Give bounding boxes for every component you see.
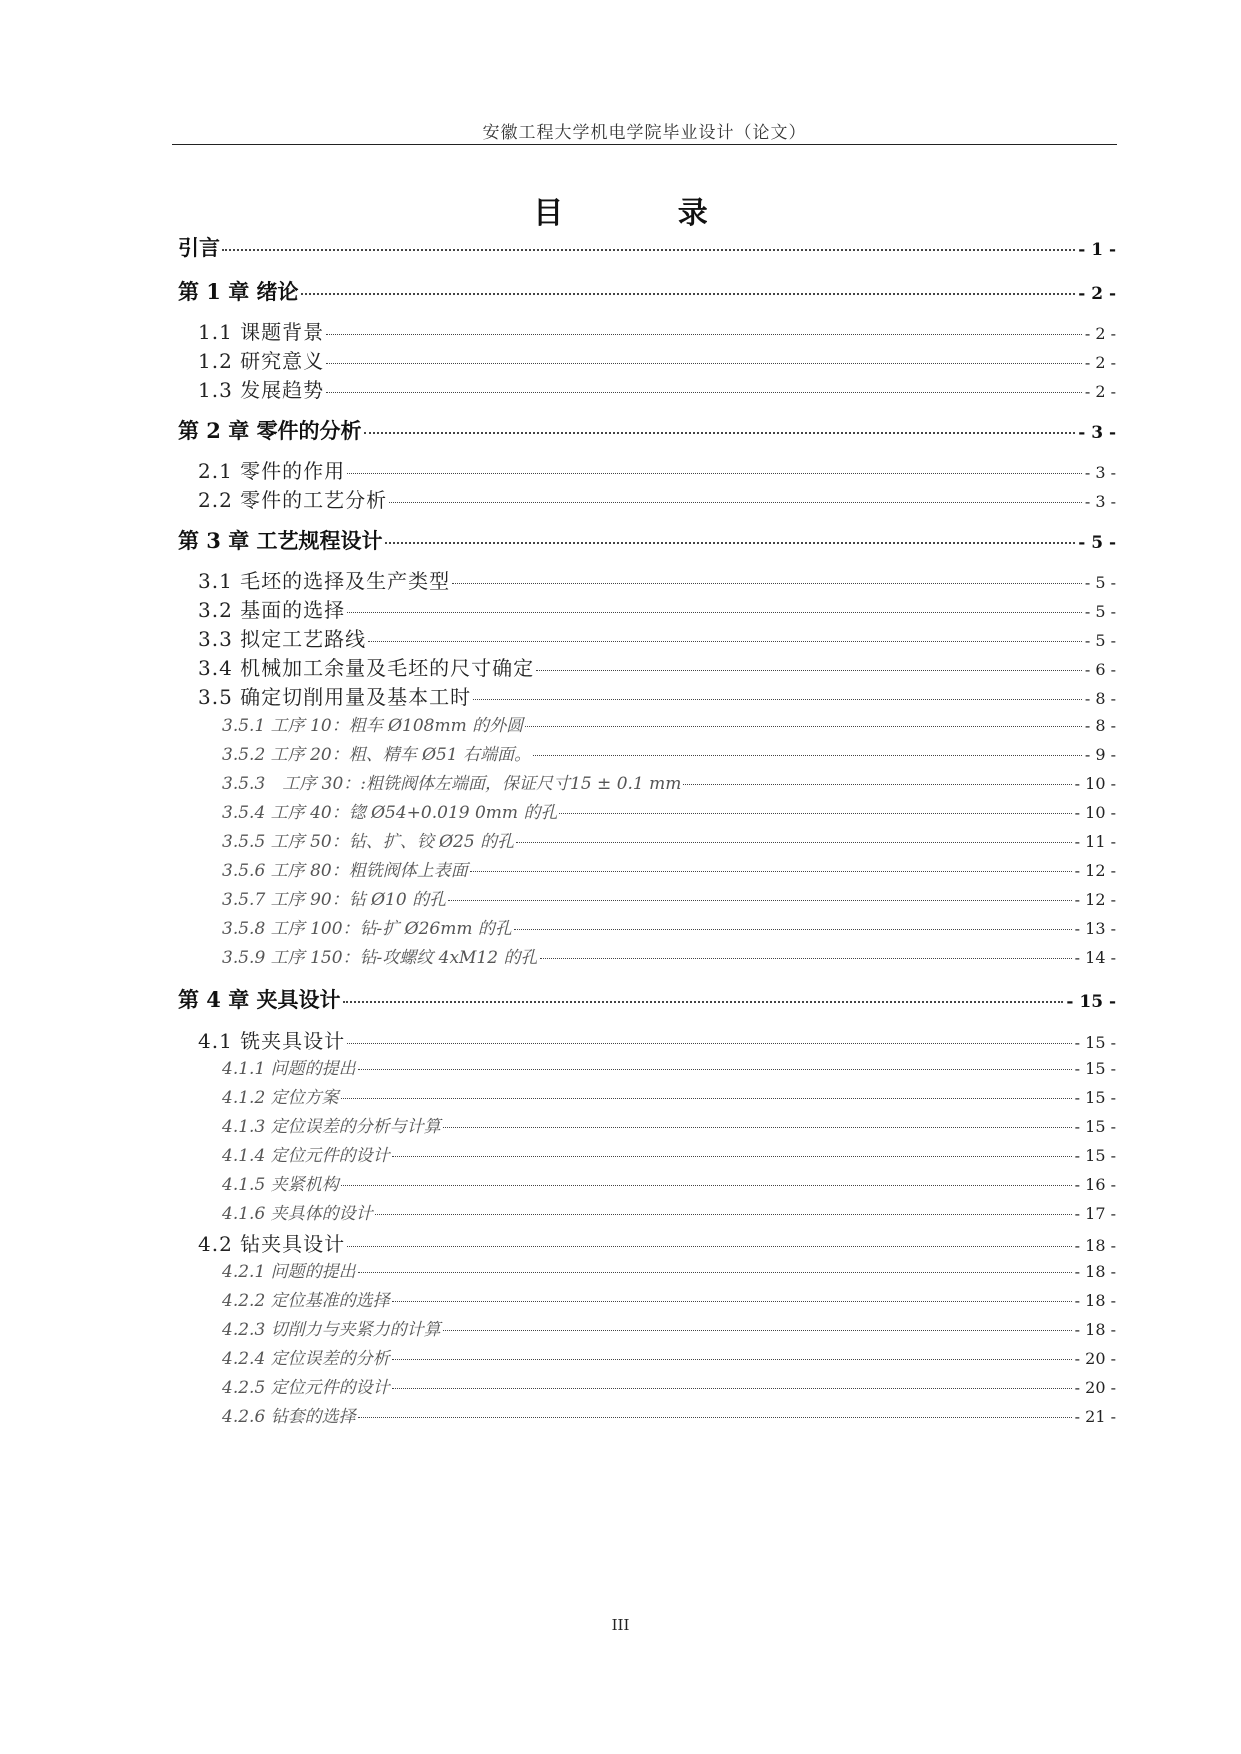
toc-entry-title: 4.2.3 切削力与夹紧力的计算 bbox=[222, 1320, 441, 1340]
toc-entry-title: 4.2.1 问题的提出 bbox=[222, 1262, 356, 1282]
dot-leader bbox=[389, 502, 1082, 503]
dot-leader bbox=[347, 1043, 1071, 1044]
dot-leader bbox=[443, 1330, 1072, 1331]
toc-entry-title: 4.2.6 钻套的选择 bbox=[222, 1407, 356, 1427]
dot-leader bbox=[683, 784, 1071, 785]
toc-entry[interactable] bbox=[198, 652, 1116, 681]
dot-leader bbox=[392, 1388, 1072, 1389]
dot-leader bbox=[358, 1069, 1072, 1070]
toc-entry-page: - 3 - bbox=[1084, 463, 1116, 482]
toc-entry-page: - 2 - bbox=[1084, 353, 1116, 372]
toc-entry[interactable] bbox=[198, 623, 1116, 652]
toc-entry-page: - 10 - bbox=[1074, 803, 1116, 822]
toc-entry[interactable] bbox=[198, 1025, 1116, 1054]
toc-entry-page: - 15 - bbox=[1066, 992, 1116, 1012]
toc-entry[interactable] bbox=[178, 415, 1116, 445]
toc-entry-page: - 12 - bbox=[1074, 861, 1116, 880]
toc-entry-title: 4.2.5 定位元件的设计 bbox=[222, 1378, 390, 1398]
running-header: 安徽工程大学机电学院毕业设计（论文） bbox=[482, 123, 807, 143]
toc-entry-title: 4.1.1 问题的提出 bbox=[222, 1059, 356, 1079]
dot-leader bbox=[385, 542, 1076, 544]
dot-leader bbox=[516, 842, 1072, 843]
toc-entry[interactable] bbox=[178, 232, 1116, 262]
toc-entry-page: - 15 - bbox=[1074, 1146, 1116, 1165]
toc-entry-page: - 10 - bbox=[1074, 774, 1116, 793]
toc-entry-page: - 14 - bbox=[1074, 948, 1116, 967]
toc-entry-page: - 18 - bbox=[1074, 1320, 1116, 1339]
dot-leader bbox=[341, 1098, 1072, 1099]
dot-leader bbox=[540, 958, 1072, 959]
toc-entry-page: - 11 - bbox=[1074, 832, 1116, 851]
toc-entry[interactable] bbox=[198, 565, 1116, 594]
dot-leader bbox=[559, 813, 1071, 814]
toc-entry[interactable] bbox=[178, 984, 1116, 1014]
dot-leader bbox=[392, 1359, 1072, 1360]
toc-entry-page: - 15 - bbox=[1074, 1033, 1116, 1052]
toc-entry-title: 4.1.5 夹紧机构 bbox=[222, 1175, 339, 1195]
dot-leader bbox=[347, 1246, 1071, 1247]
toc-entry[interactable] bbox=[222, 1199, 1116, 1224]
toc-entry-page: - 9 - bbox=[1084, 745, 1116, 764]
toc-entry-page: - 12 - bbox=[1074, 890, 1116, 909]
toc-entry-title: 3.4 机械加工余量及毛坯的尺寸确定 bbox=[198, 656, 535, 680]
toc-entry-title: 3.5.6 工序 80：粗铣阀体上表面 bbox=[222, 861, 468, 881]
toc-entry-title: 第 2 章 零件的分析 bbox=[178, 418, 362, 443]
toc-entry-title: 3.1 毛坯的选择及生产类型 bbox=[198, 569, 451, 593]
toc-entry[interactable] bbox=[222, 1054, 1116, 1079]
toc-entry-page: - 15 - bbox=[1074, 1117, 1116, 1136]
dot-leader bbox=[392, 1156, 1072, 1157]
toc-entry-page: - 5 - bbox=[1084, 631, 1116, 650]
toc-entry-page: - 2 - bbox=[1084, 382, 1116, 401]
toc-entry-page: - 3 - bbox=[1078, 423, 1116, 443]
toc-entry[interactable] bbox=[222, 1083, 1116, 1108]
dot-leader bbox=[358, 1417, 1072, 1418]
dot-leader bbox=[452, 583, 1082, 584]
toc-entry-title: 1.2 研究意义 bbox=[198, 349, 325, 373]
toc-entry-page: - 13 - bbox=[1074, 919, 1116, 938]
dot-leader bbox=[326, 392, 1082, 393]
dot-leader bbox=[358, 1272, 1072, 1273]
dot-leader bbox=[443, 1127, 1072, 1128]
toc-entry[interactable] bbox=[222, 1402, 1116, 1427]
toc-entry-page: - 5 - bbox=[1084, 602, 1116, 621]
dot-leader bbox=[392, 1301, 1072, 1302]
toc-entry-title: 第 4 章 夹具设计 bbox=[178, 987, 341, 1012]
dot-leader bbox=[347, 612, 1082, 613]
page-number: III bbox=[611, 1616, 630, 1634]
dot-leader bbox=[301, 293, 1076, 295]
dot-leader bbox=[326, 363, 1082, 364]
toc-entry-page: - 15 - bbox=[1074, 1059, 1116, 1078]
dot-leader bbox=[448, 900, 1072, 901]
toc-entry[interactable] bbox=[222, 1373, 1116, 1398]
dot-leader bbox=[326, 334, 1082, 335]
toc-entry-page: - 21 - bbox=[1074, 1407, 1116, 1426]
dot-leader bbox=[536, 670, 1082, 671]
toc-entry-page: - 16 - bbox=[1074, 1175, 1116, 1194]
toc-entry-title: 第 3 章 工艺规程设计 bbox=[178, 528, 383, 553]
toc-entry-page: - 6 - bbox=[1084, 660, 1116, 679]
toc-entry-page: - 18 - bbox=[1074, 1236, 1116, 1255]
toc-entry[interactable] bbox=[222, 1112, 1116, 1137]
dot-leader bbox=[514, 929, 1072, 930]
toc-entry-page: - 18 - bbox=[1074, 1291, 1116, 1310]
toc-entry[interactable] bbox=[222, 1170, 1116, 1195]
toc-entry-title: 3.3 拟定工艺路线 bbox=[198, 627, 367, 651]
toc-entry-page: - 17 - bbox=[1074, 1204, 1116, 1223]
toc-entry-title: 1.1 课题背景 bbox=[198, 320, 325, 344]
toc-entry[interactable] bbox=[178, 525, 1116, 555]
toc-entry-title: 第 1 章 绪论 bbox=[178, 279, 299, 304]
toc-entry[interactable] bbox=[198, 1228, 1116, 1257]
dot-leader bbox=[368, 641, 1082, 642]
toc-entry-title: 3.5.5 工序 50：钻、扩、铰 Ø25 的孔 bbox=[222, 832, 515, 852]
toc-entry[interactable] bbox=[222, 827, 1116, 852]
toc-entry[interactable] bbox=[198, 455, 1116, 484]
toc-entry-page: - 8 - bbox=[1084, 689, 1116, 708]
dot-leader bbox=[343, 1001, 1064, 1003]
dot-leader bbox=[347, 473, 1082, 474]
toc-entry-page: - 15 - bbox=[1074, 1088, 1116, 1107]
dot-leader bbox=[533, 755, 1082, 756]
toc-entry[interactable] bbox=[222, 798, 1116, 823]
toc-entry-page: - 1 - bbox=[1078, 240, 1116, 260]
toc-entry[interactable] bbox=[222, 943, 1116, 968]
toc-entry-title: 2.2 零件的工艺分析 bbox=[198, 488, 388, 512]
toc-entry[interactable] bbox=[222, 914, 1116, 939]
toc-entry-page: - 20 - bbox=[1074, 1378, 1116, 1397]
toc-entry-page: - 5 - bbox=[1084, 573, 1116, 592]
dot-leader bbox=[341, 1185, 1072, 1186]
toc-entry-title: 3.5.7 工序 90：钻 Ø10 的孔 bbox=[222, 890, 447, 910]
toc-entry-title: 3.5.3 工序 30：:粗铣阀体左端面，保证尺寸15 ± 0.1 mm bbox=[222, 774, 682, 794]
toc-entry[interactable] bbox=[198, 316, 1116, 345]
toc-entry-title: 4.1.3 定位误差的分析与计算 bbox=[222, 1117, 441, 1137]
toc-entry-title: 1.3 发展趋势 bbox=[198, 378, 325, 402]
toc-entry[interactable] bbox=[198, 484, 1116, 513]
toc-entry-title: 4.2 钻夹具设计 bbox=[198, 1232, 346, 1256]
toc-entry-title: 4.1.2 定位方案 bbox=[222, 1088, 339, 1108]
toc-entry[interactable] bbox=[222, 1257, 1116, 1282]
toc-entry[interactable] bbox=[222, 769, 1116, 794]
toc-entry-page: - 2 - bbox=[1084, 324, 1116, 343]
toc-entry-title: 3.5.4 工序 40：锪 Ø54+0.019 0mm 的孔 bbox=[222, 803, 558, 823]
dot-leader bbox=[364, 432, 1076, 434]
toc-entry[interactable] bbox=[198, 345, 1116, 374]
toc-entry[interactable] bbox=[222, 1315, 1116, 1340]
toc-entry-title: 4.2.4 定位误差的分析 bbox=[222, 1349, 390, 1369]
toc-entry-title: 引言 bbox=[178, 235, 220, 260]
toc-entry-title: 3.5.2 工序 20：粗、精车 Ø51 右端面。 bbox=[222, 745, 532, 765]
toc-entry[interactable] bbox=[198, 374, 1116, 403]
toc-entry-page: - 8 - bbox=[1084, 716, 1116, 735]
toc-entry-title: 4.1 铣夹具设计 bbox=[198, 1029, 346, 1053]
dot-leader bbox=[222, 249, 1075, 251]
toc-entry-page: - 2 - bbox=[1078, 284, 1116, 304]
toc-entry-title: 4.2.2 定位基准的选择 bbox=[222, 1291, 390, 1311]
toc-entry[interactable] bbox=[222, 711, 1116, 736]
dot-leader bbox=[473, 699, 1082, 700]
toc-entry[interactable] bbox=[178, 276, 1116, 306]
toc-entry[interactable] bbox=[198, 681, 1116, 710]
toc-entry-title: 3.5.8 工序 100：钻-扩 Ø26mm 的孔 bbox=[222, 919, 512, 939]
toc-entry-title: 3.5 确定切削用量及基本工时 bbox=[198, 685, 472, 709]
toc-entry[interactable] bbox=[198, 594, 1116, 623]
toc-entry[interactable] bbox=[222, 1141, 1116, 1166]
toc-entry-title: 4.1.4 定位元件的设计 bbox=[222, 1146, 390, 1166]
toc-entry-page: - 5 - bbox=[1078, 533, 1116, 553]
toc-entry-page: - 18 - bbox=[1074, 1262, 1116, 1281]
toc-entry-page: - 20 - bbox=[1074, 1349, 1116, 1368]
dot-leader bbox=[470, 871, 1072, 872]
dot-leader bbox=[375, 1214, 1072, 1215]
toc-entry-title: 4.1.6 夹具体的设计 bbox=[222, 1204, 373, 1224]
toc-entry[interactable] bbox=[222, 1344, 1116, 1369]
toc-entry[interactable] bbox=[222, 856, 1116, 881]
toc-entry-title: 3.5.9 工序 150：钻-攻螺纹 4xM12 的孔 bbox=[222, 948, 538, 968]
toc-entry[interactable] bbox=[222, 1286, 1116, 1311]
toc-entry[interactable] bbox=[222, 885, 1116, 910]
toc-entry-page: - 3 - bbox=[1084, 492, 1116, 511]
toc-entry[interactable] bbox=[222, 740, 1116, 765]
dot-leader bbox=[525, 726, 1082, 727]
toc-entry-title: 2.1 零件的作用 bbox=[198, 459, 346, 483]
toc-title: 目 录 bbox=[533, 196, 760, 231]
toc-entry-title: 3.5.1 工序 10：粗车 Ø108mm 的外圆 bbox=[222, 716, 524, 736]
toc-entry-title: 3.2 基面的选择 bbox=[198, 598, 346, 622]
